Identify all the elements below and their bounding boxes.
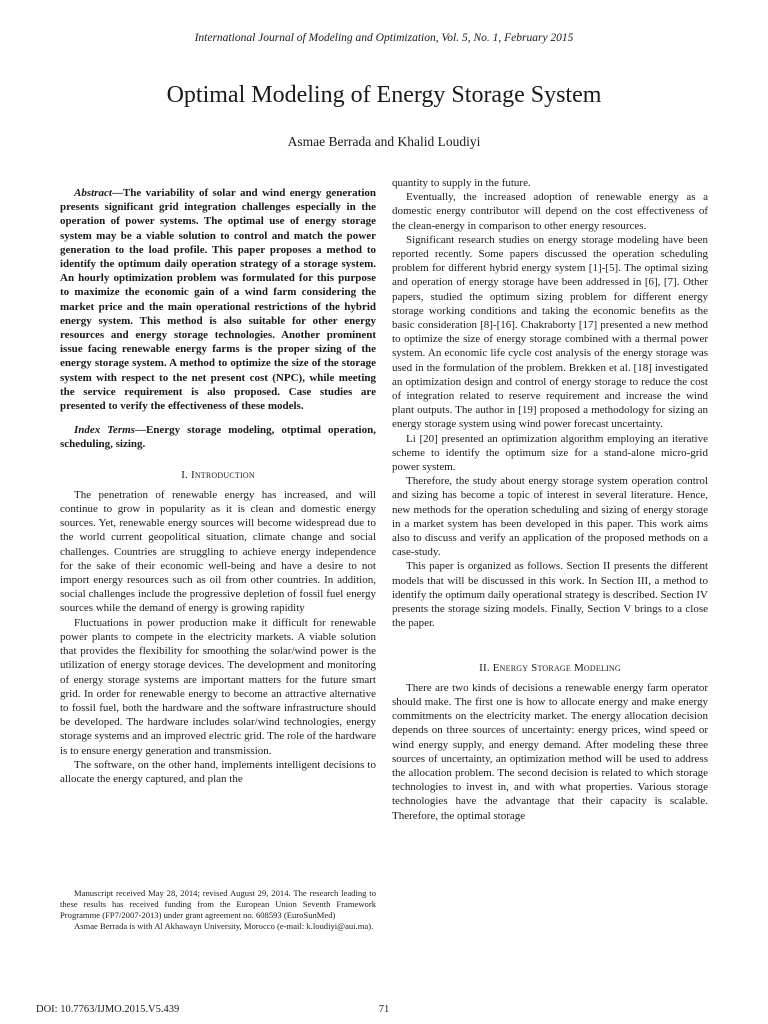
paragraph: Significant research studies on energy storage modeling have been reported recently. Some papers discussed the operation scheduling problem for different hybrid energy system [1]-[5]. The optimal sizing and operation of energy storage have been addressed in [6], [7]. Other papers, studied the optimum sizing problem for different energy storage working conditions and taking the economic benefits as the basic consideration [8]-[16]. Chakraborty [17] presented a new method to optimize the size of energy storage combined with a thermal power system. An economic life cycle cost analysis of the energy storage was used in the formulation of the problem. Brekken et al. [18] investigated an optimization design and control of energy storage to reduce the cost of integration related to reserve requirement and increase the wind plant outputs. The author in [19] proposed a methodology for sizing an energy storage system using wind power forecast uncertainty.	[392, 233, 708, 431]
paragraph: There are two kinds of decisions a renewable energy farm operator should make. The first one is how to allocate energy and make energy commitments on the electricity market. The energy allocation decision depends on three sources of uncertainty: energy prices, wind speed or wind energy supply, and energy demand. After modeling these three sources of uncertainty, an optimization method will be used to address the allocation problem. The second decision is related to which storage technologies to invest in, and with what properties. Various storage technologies have the advantage that their capacity is scalable. Therefore, the optimal storage	[392, 681, 708, 822]
doi: DOI: 10.7763/IJMO.2015.V5.439	[36, 1004, 180, 1015]
paragraph: Therefore, the study about energy storage system operation control and sizing has become a topic of interest in several literature. Hence, new methods for the operation scheduling and sizing of energy storage in a market system has been developed in this paper. This work aims also to discuss and verify an application of the proposed methods on a case-study.	[392, 475, 708, 559]
footnote	[60, 888, 376, 932]
section-heading-energy-storage-modeling	[392, 661, 708, 675]
section1-title: Introduction	[190, 468, 255, 481]
footnote-affiliation: Asmae Berrada is with Al Akhawayn University, Morocco (e-mail: k.loudiyi@aui.ma).	[74, 921, 374, 931]
abstract-label: Abstract	[74, 187, 112, 199]
index-terms-text: —Energy storage modeling, otptimal operation, scheduling, sizing.	[60, 424, 376, 451]
index-terms	[60, 423, 376, 451]
paragraph: The penetration of renewable energy has increased, and will continue to grow in popularity as it is clean and domestic energy sources. Yet, renewable energy sources will become widespread due to the world current geopolitical situation, climate change and social challenges. Countries are struggling to achieve energy independence for the sake of their economic well-being and have a desire to not import energy resources such as oil from other countries. In addition, social challenges include the progressive depletion of fossil fuel energy sources while the demand of energy is growing rapidity	[60, 488, 376, 615]
paragraph-continuation: quantity to supply in the future.	[392, 177, 531, 189]
paragraph: Eventually, the increased adoption of renewable energy as a domestic energy contributor will depend on the cost effectiveness of the clean-energy in comparison to other energy resources.	[392, 191, 708, 232]
abstract-text: —The variability of solar and wind energy generation presents significant grid integration challenges especially in the operation of power systems. The optimal use of energy storage system may be a viable solution to control and match the power generation to the load profile. This paper proposes a method to identify the optimum daily operation strategy of a storage system. An hourly optimization problem was formulated for this purpose to maximize the economic gain of a wind farm considering the market price and the main operational restrictions of the hybrid energy system. This method is also suitable for other energy resources and energy storage technologies. Another prominent issue facing renewable energy farms is the proper sizing of the energy storage system. A method to optimize the size of the storage system with respect to the net present cost (NPC), while meeting the service requirement is also proposed. Case studies are presented to verify the effectiveness of these models.	[60, 187, 376, 413]
paper-title: Optimal Modeling of Energy Storage System	[166, 82, 602, 108]
paragraph: The software, on the other hand, implements intelligent decisions to allocate the energy captured, and plan the	[60, 758, 376, 785]
right-column	[392, 176, 708, 823]
section2-number: II.	[479, 661, 490, 674]
page-number: 71	[378, 1004, 390, 1015]
running-head: International Journal of Modeling and Optimization, Vol. 5, No. 1, February 2015	[194, 32, 574, 44]
abstract	[60, 186, 376, 413]
footnote-manuscript: Manuscript received May 28, 2014; revised August 29, 2014. The research leading to these results has received funding from the European Union Seventh Framework Programme (FP7/2007-2013) under grant agreement no. 608593 (EuroSunMed)	[60, 888, 376, 920]
section2-title: Energy Storage Modeling	[492, 661, 621, 674]
left-column	[60, 176, 376, 786]
paragraph: Li [20] presented an optimization algorithm employing an iterative scheme to identify the optimum size for a stand-alone micro-grid power system.	[392, 432, 708, 474]
section1-number: I.	[181, 468, 189, 481]
paragraph: This paper is organized as follows. Section II presents the different models that will be discussed in this work. In Section III, a method to identify the optimum daily operational strategy is described. Section IV presents the storage sizing models. Finally, Section V brings to a close the paper.	[392, 560, 708, 630]
section-heading-introduction	[60, 468, 376, 482]
index-terms-label: Index Terms	[74, 424, 135, 437]
paragraph: Fluctuations in power production make it difficult for renewable power plants to compete in the electricity markets. A viable solution that provides the flexibility for smoothing the solar/wind power is the utilization of energy storage devices. The development and monitoring of energy storage systems are important matters for the future smart grid. In order for renewable energy to become an attractive alternative to fossil fuel, both the hardware and the software infrastructure should be developed. The hardware includes solar/wind technologies, energy storage systems and an improved electric grid. The role of the hardware is to ensure energy generation and transmission.	[60, 616, 376, 757]
authors: Asmae Berrada and Khalid Loudiyi	[287, 134, 481, 149]
